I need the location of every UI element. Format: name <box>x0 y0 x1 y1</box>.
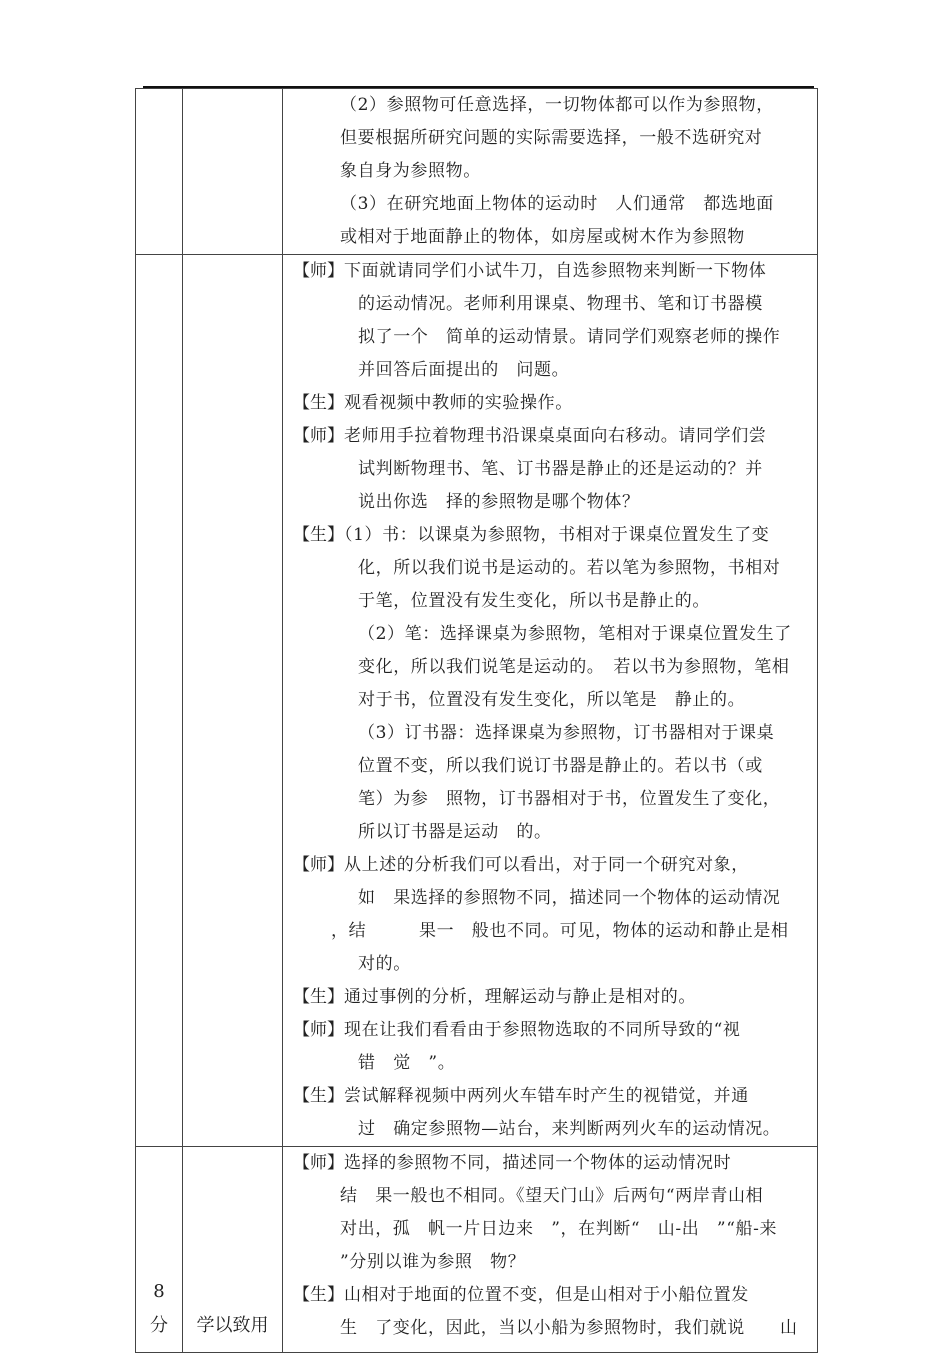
time-cell <box>136 89 183 255</box>
text-line: 但要根据所研究问题的实际需要选择，一般不选研究对 <box>340 128 763 148</box>
dialogue-line <box>283 849 817 882</box>
teacher-tag: 【师】 <box>293 261 344 281</box>
student-tag: 【生】 <box>293 393 344 413</box>
text-line: 结 果一般也不相同。《望天门山》后两句“两岸青山相 <box>340 1186 764 1206</box>
dialogue-text: （1）书：以课桌为参照物，书相对于课桌位置发生了变 <box>344 525 770 545</box>
dialogue-text: 选择的参照物不同，描述同一个物体的运动情况时 <box>344 1153 732 1173</box>
dialogue-line <box>283 420 817 453</box>
dialogue-line <box>283 519 817 552</box>
teacher-tag: 【师】 <box>293 1153 344 1173</box>
dialogue-text: 尝试解释视频中两列火车错车时产生的视错觉，并通 <box>344 1086 749 1106</box>
student-tag: 【生】 <box>293 525 344 545</box>
text-line: 生 了变化，因此，当以小船为参照物时，我们就说 山 <box>340 1318 798 1338</box>
text-line: 试判断物理书、笔、订书器是静止的还是运动的？并 <box>358 459 763 479</box>
text-line: 错 觉 ”。 <box>358 1053 456 1073</box>
dialogue-line <box>283 1014 817 1047</box>
student-tag: 【生】 <box>293 1285 344 1305</box>
dialogue-text: 观看视频中教师的实验操作。 <box>344 393 573 413</box>
dialogue-text: 山相对于地面的位置不变，但是山相对于小船位置发 <box>344 1285 749 1305</box>
text-line: 化，所以我们说书是运动的。若以笔为参照物，书相对 <box>358 558 781 578</box>
text-line: 位置不变，所以我们说订书器是静止的。若以书（或 <box>358 756 763 776</box>
dialogue-line <box>283 1279 817 1312</box>
stage-cell <box>183 1147 283 1353</box>
dialogue-text: 从上述的分析我们可以看出，对于同一个研究对象， <box>344 855 749 875</box>
lesson-plan-table <box>135 88 818 1353</box>
stage-label: 学以致用 <box>196 1315 269 1336</box>
text-line: 的运动情况。老师利用课桌、物理书、笔和订书器模 <box>358 294 763 314</box>
text-line: ，结 果一 般也不同。可见，物体的运动和静止是相 <box>331 921 789 941</box>
dialogue-text: 下面就请同学们小试牛刀，自选参照物来判断一下物体 <box>344 261 767 281</box>
text-line: （2）参照物可任意选择，一切物体都可以作为参照物， <box>340 95 774 115</box>
text-line: 于笔，位置没有发生变化，所以书是静止的。 <box>358 591 710 611</box>
dialogue-line <box>283 387 817 420</box>
duration-number: 8 <box>153 1281 165 1302</box>
teacher-tag: 【师】 <box>293 1020 344 1040</box>
dialogue-line <box>283 1080 817 1113</box>
text-line: 拟了一个 简单的运动情景。请同学们观察老师的操作 <box>358 327 781 347</box>
table-row <box>136 255 818 1147</box>
text-line: ”分别以谁为参照 物？ <box>340 1252 526 1272</box>
dialogue-line <box>283 1147 817 1180</box>
table-row <box>136 1147 818 1353</box>
text-line: 对于书，位置没有发生变化，所以笔是 静止的。 <box>358 690 746 710</box>
content-cell <box>283 1147 818 1353</box>
text-line: （2）笔：选择课桌为参照物，笔相对于课桌位置发生了 <box>358 624 792 644</box>
text-line: 象自身为参照物。 <box>340 161 481 181</box>
text-line: 笔）为参 照物，订书器相对于书，位置发生了变化， <box>358 789 781 809</box>
text-line: （3）在研究地面上物体的运动时 人们通常 都选地面 <box>340 194 774 214</box>
content-cell <box>283 89 818 255</box>
text-line: 或相对于地面静止的物体，如房屋或树木作为参照物 <box>340 227 745 247</box>
duration-unit: 分 <box>150 1315 168 1336</box>
dialogue-text: 通过事例的分析，理解运动与静止是相对的。 <box>344 987 696 1007</box>
text-line: 并回答后面提出的 问题。 <box>358 360 570 380</box>
content-cell <box>283 255 818 1147</box>
teacher-tag: 【师】 <box>293 855 344 875</box>
time-cell <box>136 1147 183 1353</box>
dialogue-line <box>283 255 817 288</box>
text-line: 对出，孤 帆一片日边来 ”，在判断“ 山-出 ”“船-来 <box>340 1219 778 1239</box>
dialogue-text: 老师用手拉着物理书沿课桌桌面向右移动。请同学们尝 <box>344 426 767 446</box>
dialogue-text: 现在让我们看看由于参照物选取的不同所导致的“视 <box>344 1020 741 1040</box>
student-tag: 【生】 <box>293 1086 344 1106</box>
text-line: 过 确定参照物—站台，来判断两列火车的运动情况。 <box>358 1119 781 1139</box>
text-line: 所以订书器是运动 的。 <box>358 822 552 842</box>
text-line: （3）订书器：选择课桌为参照物，订书器相对于课桌 <box>358 723 775 743</box>
text-line: 变化，所以我们说笔是运动的。 若以书为参照物，笔相 <box>358 657 790 677</box>
teacher-tag: 【师】 <box>293 426 344 446</box>
student-tag: 【生】 <box>293 987 344 1007</box>
table-row <box>136 89 818 255</box>
text-line: 说出你选 择的参照物是哪个物体？ <box>358 492 640 512</box>
time-cell <box>136 255 183 1147</box>
text-line: 如 果选择的参照物不同，描述同一个物体的运动情况 <box>358 888 781 908</box>
stage-cell <box>183 89 283 255</box>
dialogue-line <box>283 981 817 1014</box>
stage-cell <box>183 255 283 1147</box>
text-line: 对的。 <box>358 954 411 974</box>
